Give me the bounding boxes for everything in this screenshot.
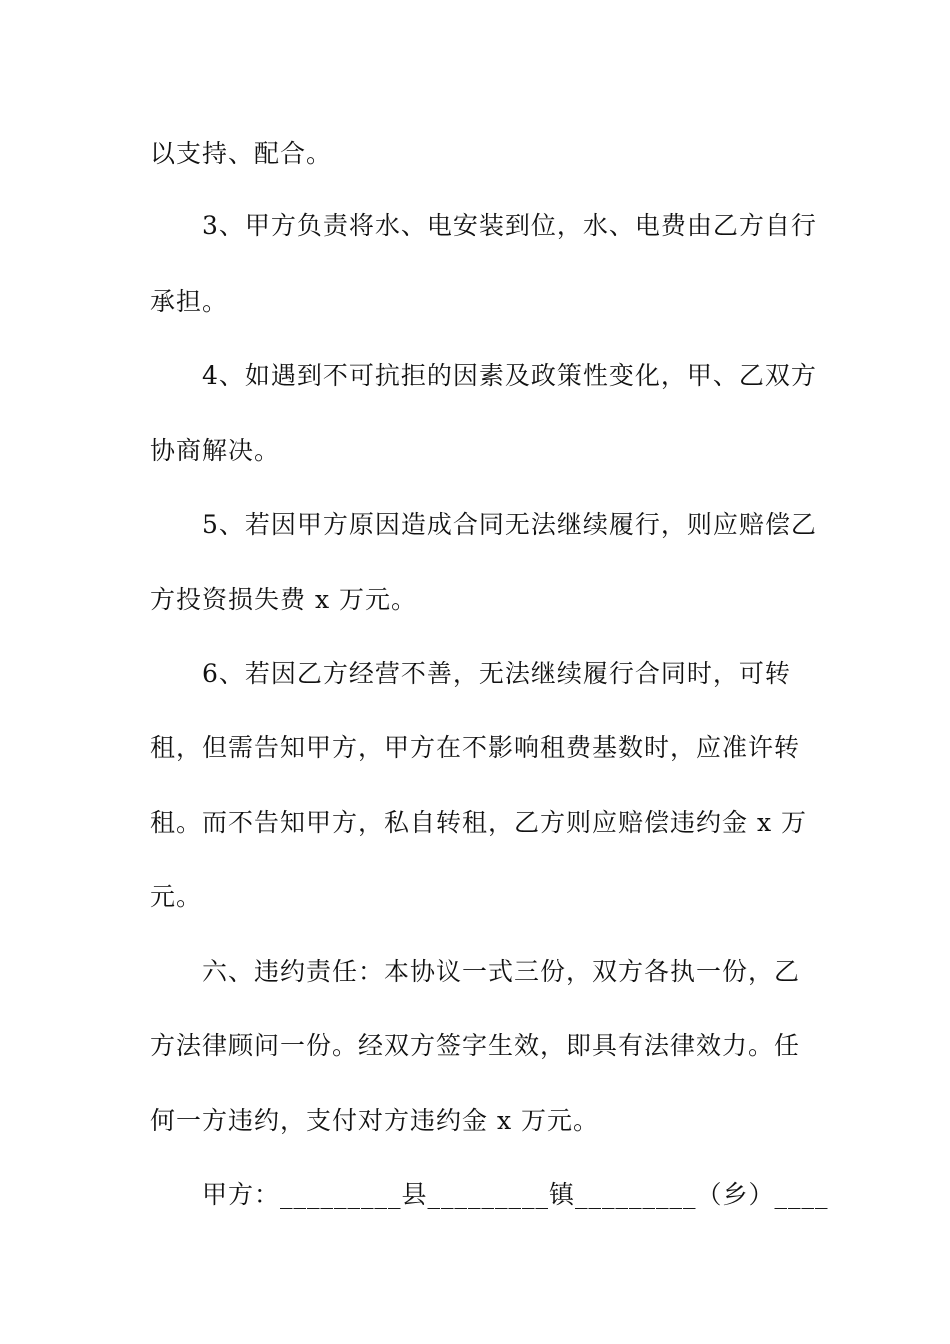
clause-6-line-2: 租，但需告知甲方，甲方在不影响租费基数时，应准许转 xyxy=(150,733,801,762)
clause-4-line-2: 协商解决。 xyxy=(150,436,281,465)
text-line-1: 以支持、配合。 xyxy=(150,139,333,168)
clause-6-line-1: 6、若因乙方经营不善，无法继续履行合同时，可转 xyxy=(202,659,791,688)
clause-3-line-2: 承担。 xyxy=(150,287,229,316)
clause-5-line-1: 5、若因甲方原因造成合同无法继续履行，则应赔偿乙 xyxy=(202,510,817,539)
section-6-line-3: 何一方违约，支付对方违约金 x 万元。 xyxy=(150,1106,599,1135)
clause-4-line-1: 4、如遇到不可抗拒的因素及政策性变化，甲、乙双方 xyxy=(202,361,817,390)
clause-5-line-2: 方投资损失费 x 万元。 xyxy=(150,585,417,614)
party-a-signature-line: 甲方：_________县_________镇_________（乡）____ xyxy=(202,1180,829,1209)
clause-3-line-1: 3、甲方负责将水、电安装到位，水、电费由乙方自行 xyxy=(202,211,817,240)
section-6-line-2: 方法律顾问一份。经双方签字生效，即具有法律效力。任 xyxy=(150,1031,801,1060)
section-6-line-1: 六、违约责任：本协议一式三份，双方各执一份，乙 xyxy=(202,957,801,986)
clause-6-line-4: 元。 xyxy=(150,882,203,911)
clause-6-line-3: 租。而不告知甲方，私自转租，乙方则应赔偿违约金 x 万 xyxy=(150,808,807,837)
